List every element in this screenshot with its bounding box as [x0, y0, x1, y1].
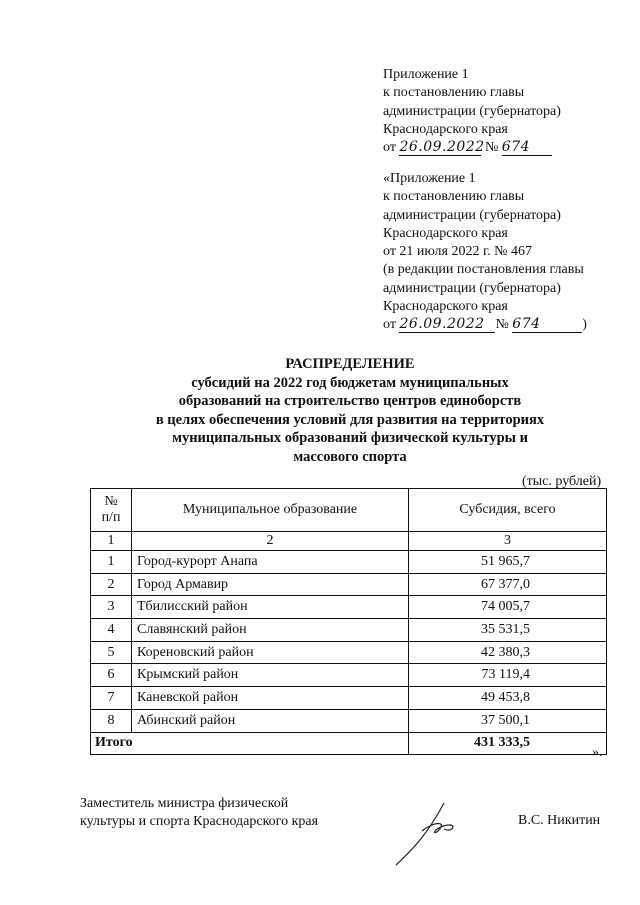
total-value: 431 333,5 [409, 732, 607, 755]
appendix-date-line [383, 139, 561, 157]
column-number-row [91, 532, 607, 551]
number-label: № [484, 140, 499, 156]
column-number: 1 [91, 532, 132, 551]
row-subsidy: 37 500,1 [409, 709, 607, 732]
signatory-name: В.С. Никитин [518, 813, 601, 828]
table-row [91, 619, 607, 642]
table-row [91, 596, 607, 619]
appendix-line: Краснодарского края [383, 225, 508, 241]
row-subsidy: 49 453,8 [409, 687, 607, 710]
title-heading: РАСПРЕДЕЛЕНИЕ [285, 356, 415, 372]
table-row [91, 641, 607, 664]
row-municipality: Абинский район [132, 709, 409, 732]
appendix-line: Краснодарского края [383, 299, 508, 315]
row-number: 6 [91, 664, 132, 687]
table-row [91, 551, 607, 574]
handwritten-date: 26.09.2022 [399, 139, 485, 156]
appendix-original [383, 170, 587, 335]
subsidy-table [90, 488, 607, 755]
row-number: 5 [91, 641, 132, 664]
row-number: 2 [91, 573, 132, 596]
title-line: массового спорта [293, 448, 407, 465]
row-subsidy: 35 531,5 [409, 619, 607, 642]
header-number-symbol: № [104, 494, 118, 509]
appendix-line: администрации (губернатора) [383, 103, 561, 119]
row-subsidy: 51 965,7 [409, 551, 607, 574]
row-municipality: Крымский район [132, 664, 409, 687]
table-row [91, 709, 607, 732]
end-quote: ». [592, 745, 603, 760]
row-subsidy: 42 380,3 [409, 641, 607, 664]
appendix-line: «Приложение 1 [383, 171, 476, 186]
row-municipality: Каневской район [132, 687, 409, 710]
row-municipality: Город Армавир [132, 573, 409, 596]
row-number: 7 [91, 687, 132, 710]
row-municipality: Кореновский район [132, 641, 409, 664]
total-label: Итого [91, 732, 409, 755]
appendix-line: к постановлению главы [383, 85, 525, 101]
header-number [91, 489, 132, 532]
row-number: 3 [91, 596, 132, 619]
appendix-line: от 21 июля 2022 г. № 467 [383, 244, 532, 260]
header-subsidy: Субсидия, всего [409, 489, 607, 532]
title-line: муниципальных образований физической культуры и [172, 430, 528, 446]
appendix-line: Приложение 1 [383, 67, 469, 82]
handwritten-date: 26.09.2022 [399, 317, 495, 333]
appendix-line: к постановлению главы [383, 189, 525, 205]
title-line: в целях обеспечения условий для развития на территориях [155, 411, 545, 428]
table-body [91, 551, 607, 733]
document-title [0, 355, 640, 466]
appendix-line: администрации (губернатора) [383, 207, 561, 223]
row-subsidy: 73 119,4 [409, 664, 607, 687]
close-paren: ) [582, 317, 587, 333]
appendix-line: администрации (губернатора) [383, 280, 561, 296]
appendix-line: (в редакции постановления главы [383, 262, 584, 278]
total-row [91, 732, 607, 755]
signatory-title [80, 795, 318, 832]
row-municipality: Славянский район [132, 619, 409, 642]
row-subsidy: 67 377,0 [409, 573, 607, 596]
column-number: 2 [132, 532, 409, 551]
appendix-date-line [383, 316, 587, 334]
title-line: образований на строительство центров единоборств [178, 393, 522, 409]
column-number: 3 [409, 532, 607, 551]
row-number: 8 [91, 709, 132, 732]
row-municipality: Тбилисский район [132, 596, 409, 619]
row-number: 4 [91, 619, 132, 642]
title-line: субсидий на 2022 год бюджетам муниципальных [191, 374, 509, 391]
handwritten-signature [392, 795, 462, 870]
row-subsidy: 74 005,7 [409, 596, 607, 619]
handwritten-number: 674 [512, 317, 582, 333]
row-municipality: Город-курорт Анапа [132, 551, 409, 574]
header-number-abbr: п/п [101, 510, 121, 525]
table-row [91, 573, 607, 596]
number-label: № [495, 317, 509, 333]
row-number: 1 [91, 551, 132, 574]
table-row [91, 664, 607, 687]
signatory-line: культуры и спорта Краснодарского края [80, 814, 319, 830]
table-row [91, 687, 607, 710]
appendix-line: Краснодарского края [383, 121, 508, 137]
from-label: от [383, 317, 396, 333]
signatory-line: Заместитель министра физической [80, 796, 289, 811]
handwritten-number: 674 [502, 140, 552, 156]
table-header-row [91, 489, 607, 532]
units-label: (тыс. рублей) [522, 474, 602, 489]
header-municipality: Муниципальное образование [132, 489, 409, 532]
appendix-header [383, 66, 561, 157]
from-label: от [383, 140, 396, 156]
